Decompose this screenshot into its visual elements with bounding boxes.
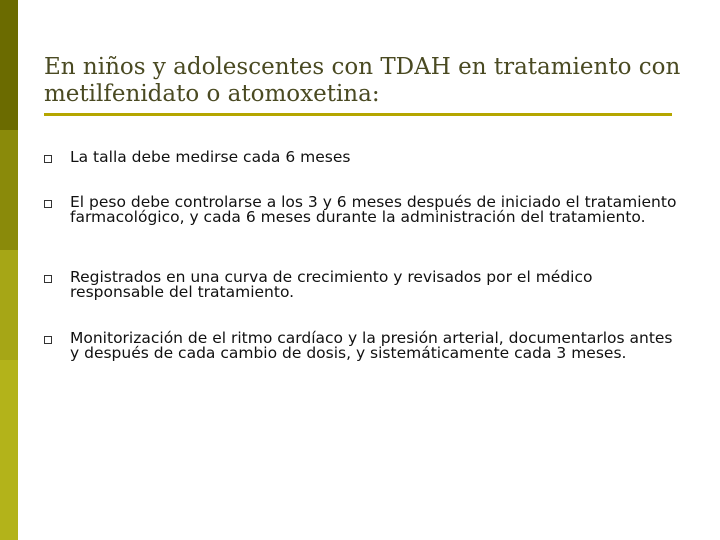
bullet-text: La talla debe medirse cada 6 meses — [70, 148, 351, 166]
slide-title: En niños y adolescentes con TDAH en tratamiento con metilfenidato o atomoxetina: — [44, 54, 681, 107]
list-item — [44, 331, 684, 361]
hollow-square-icon — [44, 200, 52, 208]
title-underline — [44, 113, 672, 116]
sidebar-band-lightest — [0, 360, 18, 540]
bullet-text: Registrados en una curva de crecimiento y revisados por el médico responsable del tratamiento. — [70, 268, 593, 301]
bullet-text: El peso debe controlarse a los 3 y 6 meses después de iniciado el tratamiento farmacológico, y cada 6 meses durante la administración del tratamiento. — [70, 193, 677, 226]
left-sidebar-stripe — [0, 0, 18, 540]
hollow-square-icon — [44, 275, 52, 283]
list-item — [44, 195, 684, 225]
sidebar-band-light — [0, 250, 18, 360]
hollow-square-icon — [44, 336, 52, 344]
bullet-text: Monitorización de el ritmo cardíaco y la presión arterial, documentarlos antes y después de cada cambio de dosis, y sistemáticamente cada 3 meses. — [70, 329, 673, 362]
hollow-square-icon — [44, 155, 52, 163]
list-item — [44, 150, 350, 165]
sidebar-band-mid — [0, 130, 18, 250]
sidebar-band-dark — [0, 0, 18, 130]
list-item — [44, 270, 684, 300]
